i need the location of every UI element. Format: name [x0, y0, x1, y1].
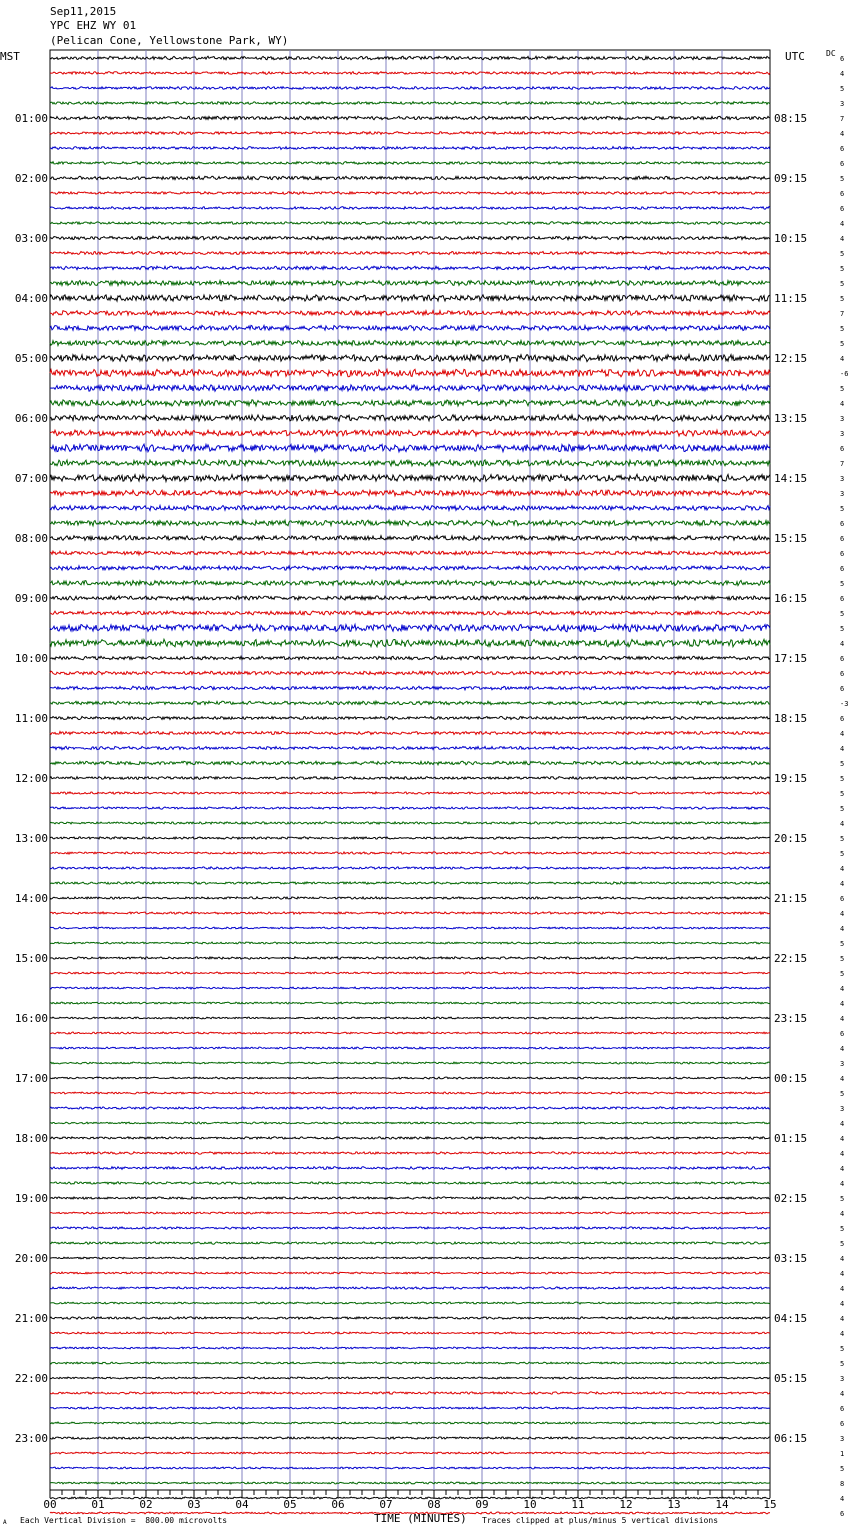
seismic-trace [50, 490, 770, 496]
dc-offset-label: 6 [840, 565, 845, 573]
dc-offset-label: 5 [840, 1345, 845, 1353]
mst-hour-label: 15:00 [14, 952, 48, 965]
seismic-trace [50, 807, 770, 809]
header-location: (Pelican Cone, Yellowstone Park, WY) [50, 34, 289, 47]
dc-offset-label: 4 [840, 985, 845, 993]
seismic-trace [50, 1467, 770, 1469]
seismic-trace [50, 580, 770, 585]
dc-offset-label: 5 [840, 760, 845, 768]
mst-hour-label: 17:00 [14, 1072, 48, 1085]
mst-hour-label: 07:00 [14, 472, 48, 485]
dc-offset-label: 4 [840, 910, 845, 918]
header-station: YPC EHZ WY 01 [50, 19, 137, 32]
clip-note: Traces clipped at plus/minus 5 vertical divisions [482, 1516, 719, 1525]
header-date: Sep11,2015 [50, 5, 117, 18]
seismic-trace [50, 87, 770, 90]
x-tick-label: 08 [427, 1498, 441, 1511]
dc-offset-label: 6 [840, 520, 845, 528]
seismic-trace [50, 551, 770, 555]
dc-offset-label: 4 [840, 880, 845, 888]
seismic-trace [50, 566, 770, 570]
dc-offset-label: 5 [840, 175, 845, 183]
seismic-trace [50, 1257, 770, 1259]
seismic-trace [50, 176, 770, 180]
utc-hour-label: 22:15 [774, 952, 808, 965]
dc-offset-label: 5 [840, 1465, 845, 1473]
dc-offset-label: 5 [840, 1360, 845, 1368]
mst-hour-label: 01:00 [14, 112, 48, 125]
dc-offset-label: 5 [840, 940, 845, 948]
utc-hour-label: 01:15 [774, 1132, 808, 1145]
dc-offset-label: 4 [840, 820, 845, 828]
seismic-trace [50, 1482, 770, 1484]
dc-offset-label: 6 [840, 550, 845, 558]
seismic-trace [50, 639, 770, 646]
dc-offset-label: 4 [840, 1255, 845, 1263]
seismic-trace [50, 355, 770, 362]
dc-offset-label: 4 [840, 355, 845, 363]
seismic-trace [50, 520, 770, 526]
utc-hour-label: 16:15 [774, 592, 808, 605]
dc-offset-label: 8 [840, 1480, 845, 1488]
dc-offset-label: 5 [840, 325, 845, 333]
dc-offset-label: 4 [840, 1120, 845, 1128]
dc-offset-label: 4 [840, 1285, 845, 1293]
dc-offset-label: 5 [840, 250, 845, 258]
x-tick-label: 04 [235, 1498, 249, 1511]
x-tick-label: 15 [763, 1498, 777, 1511]
utc-hour-label: 08:15 [774, 112, 808, 125]
mst-hour-label: 02:00 [14, 172, 48, 185]
dc-offset-label: 5 [840, 1240, 845, 1248]
seismic-trace [50, 147, 770, 150]
scale-note: Each Vertical Division = 800.00 microvolts [20, 1516, 228, 1525]
mst-hour-label: 18:00 [14, 1132, 48, 1145]
dc-offset-label: 5 [840, 610, 845, 618]
seismic-trace [50, 536, 770, 541]
dc-offset-label: 4 [840, 1045, 845, 1053]
dc-offset-label: 5 [840, 850, 845, 858]
dc-offset-label: 4 [840, 1330, 845, 1338]
dc-offset-label: 4 [840, 1210, 845, 1218]
utc-hour-label: 21:15 [774, 892, 808, 905]
x-tick-label: 14 [715, 1498, 729, 1511]
seismic-trace [50, 987, 770, 989]
x-tick-label: 03 [187, 1498, 201, 1511]
dc-offset-label: 4 [840, 1495, 845, 1503]
seismic-trace [50, 506, 770, 511]
seismic-trace [50, 444, 770, 452]
seismic-trace [50, 1422, 770, 1424]
seismic-trace [50, 1017, 770, 1019]
x-tick-label: 12 [619, 1498, 633, 1511]
seismic-trace [50, 116, 770, 120]
dc-offset-label: 6 [840, 1420, 845, 1428]
seismic-trace [50, 1167, 770, 1170]
dc-label: DC [826, 49, 836, 58]
seismic-trace [50, 1092, 770, 1094]
utc-hour-label: 12:15 [774, 352, 808, 365]
dc-offset-label: 4 [840, 1165, 845, 1173]
dc-offset-label: 5 [840, 1195, 845, 1203]
utc-hour-label: 06:15 [774, 1432, 808, 1445]
seismic-trace [50, 369, 770, 376]
dc-offset-label: 5 [840, 790, 845, 798]
seismic-trace [50, 1272, 770, 1274]
seismic-trace [50, 460, 770, 466]
x-tick-label: 02 [139, 1498, 153, 1511]
seismic-trace [50, 761, 770, 765]
dc-offset-label: 3 [840, 1105, 845, 1113]
mst-hour-label: 06:00 [14, 412, 48, 425]
mst-hour-label: 03:00 [14, 232, 48, 245]
dc-offset-label: 5 [840, 505, 845, 513]
seismic-trace [50, 430, 770, 436]
dc-offset-label: 5 [840, 835, 845, 843]
dc-offset-label: 5 [840, 265, 845, 273]
utc-hour-label: 20:15 [774, 832, 808, 845]
dc-offset-label: 6 [840, 535, 845, 543]
dc-offset-label: 4 [840, 130, 845, 138]
seismic-trace [50, 1452, 770, 1454]
dc-offset-label: 6 [840, 670, 845, 678]
dc-offset-label: 6 [840, 1510, 845, 1518]
seismic-trace [50, 1497, 770, 1499]
x-tick-label: 01 [91, 1498, 105, 1511]
seismic-trace [50, 1377, 770, 1379]
dc-offset-label: 3 [840, 100, 845, 108]
seismic-trace [50, 927, 770, 929]
seismic-trace [50, 1302, 770, 1304]
seismic-trace [50, 1392, 770, 1394]
mst-hour-label: 04:00 [14, 292, 48, 305]
seismic-trace [50, 656, 770, 660]
dc-offset-label: 4 [840, 1180, 845, 1188]
dc-offset-label: 7 [840, 115, 845, 123]
seismic-trace [50, 624, 770, 631]
utc-hour-label: 05:15 [774, 1372, 808, 1385]
seismic-trace [50, 897, 770, 899]
dc-offset-label: 5 [840, 385, 845, 393]
x-tick-label: 05 [283, 1498, 297, 1511]
seismic-trace [50, 1197, 770, 1199]
seismic-trace [50, 957, 770, 959]
dc-offset-label: 3 [840, 490, 845, 498]
dc-offset-label: 3 [840, 430, 845, 438]
dc-offset-label: 4 [840, 220, 845, 228]
seismic-trace [50, 837, 770, 839]
seismic-trace [50, 385, 770, 391]
dc-offset-label: 4 [840, 1015, 845, 1023]
dc-offset-label: -3 [840, 700, 849, 708]
dc-offset-label: 4 [840, 745, 845, 753]
seismic-trace [50, 777, 770, 780]
dc-offset-label: 5 [840, 805, 845, 813]
seismic-trace [50, 415, 770, 421]
x-tick-label: 11 [571, 1498, 585, 1511]
seismic-trace [50, 1332, 770, 1334]
dc-offset-label: 4 [840, 865, 845, 873]
seismic-trace [50, 1182, 770, 1184]
mst-hour-label: 19:00 [14, 1192, 48, 1205]
dc-offset-label: 6 [840, 55, 845, 63]
seismic-trace [50, 236, 770, 240]
utc-hour-label: 17:15 [774, 652, 808, 665]
utc-hour-label: 03:15 [774, 1252, 808, 1265]
dc-offset-label: 3 [840, 1060, 845, 1068]
mst-hour-label: 20:00 [14, 1252, 48, 1265]
dc-offset-label: 6 [840, 1030, 845, 1038]
seismic-trace [50, 611, 770, 615]
seismic-trace [50, 281, 770, 286]
left-axis-title: MST [0, 50, 20, 63]
utc-hour-label: 00:15 [774, 1072, 808, 1085]
seismic-trace [50, 1407, 770, 1409]
seismic-trace [50, 56, 770, 60]
seismic-trace [50, 882, 770, 884]
x-tick-label: 07 [379, 1498, 393, 1511]
mst-hour-label: 05:00 [14, 352, 48, 365]
mst-hour-label: 22:00 [14, 1372, 48, 1385]
dc-offset-label: 4 [840, 1150, 845, 1158]
dc-offset-label: 7 [840, 310, 845, 318]
dc-offset-label: 5 [840, 340, 845, 348]
utc-hour-label: 18:15 [774, 712, 808, 725]
seismic-trace [50, 1107, 770, 1109]
dc-offset-label: 4 [840, 640, 845, 648]
seismic-trace [50, 822, 770, 824]
mst-hour-label: 11:00 [14, 712, 48, 725]
dc-offset-label: 6 [840, 445, 845, 453]
seismic-trace [50, 912, 770, 914]
dc-offset-label: 4 [840, 400, 845, 408]
seismic-trace [50, 671, 770, 675]
x-tick-label: 06 [331, 1498, 345, 1511]
seismic-trace [50, 1122, 770, 1124]
seismic-trace [50, 596, 770, 600]
dc-offset-label: 5 [840, 955, 845, 963]
seismic-trace [50, 716, 770, 719]
dc-offset-label: 4 [840, 235, 845, 243]
x-tick-label: 10 [523, 1498, 537, 1511]
dc-offset-label: 6 [840, 190, 845, 198]
dc-offset-label: 4 [840, 70, 845, 78]
seismic-trace [50, 162, 770, 165]
seismic-trace [50, 1062, 770, 1064]
seismic-trace [50, 311, 770, 316]
dc-offset-label: 3 [840, 415, 845, 423]
dc-offset-label: 4 [840, 925, 845, 933]
mst-hour-label: 21:00 [14, 1312, 48, 1325]
seismic-trace [50, 1437, 770, 1439]
dc-offset-label: -6 [840, 370, 849, 378]
corner-mark: A [3, 1519, 7, 1526]
dc-offset-label: 6 [840, 205, 845, 213]
dc-offset-label: 4 [840, 1300, 845, 1308]
seismic-trace [50, 132, 770, 135]
dc-offset-label: 3 [840, 1375, 845, 1383]
seismic-trace [50, 207, 770, 210]
seismic-trace [50, 474, 770, 481]
mst-hour-label: 12:00 [14, 772, 48, 785]
dc-offset-label: 5 [840, 280, 845, 288]
dc-offset-label: 4 [840, 1315, 845, 1323]
seismic-trace [50, 867, 770, 869]
dc-offset-label: 6 [840, 1405, 845, 1413]
seismic-trace [50, 1362, 770, 1364]
dc-offset-label: 5 [840, 625, 845, 633]
mst-hour-label: 13:00 [14, 832, 48, 845]
seismic-trace [50, 102, 770, 105]
seismic-trace [50, 1227, 770, 1229]
dc-offset-label: 5 [840, 775, 845, 783]
mst-hour-label: 08:00 [14, 532, 48, 545]
seismic-trace [50, 1242, 770, 1244]
dc-offset-label: 4 [840, 1270, 845, 1278]
utc-hour-label: 19:15 [774, 772, 808, 785]
utc-hour-label: 09:15 [774, 172, 808, 185]
seismic-trace [50, 732, 770, 735]
utc-hour-label: 15:15 [774, 532, 808, 545]
dc-offset-label: 4 [840, 1135, 845, 1143]
dc-offset-label: 6 [840, 715, 845, 723]
dc-offset-label: 6 [840, 160, 845, 168]
dc-offset-label: 6 [840, 145, 845, 153]
seismic-trace [50, 266, 770, 270]
right-axis-title: UTC [785, 50, 805, 63]
seismic-trace [50, 1002, 770, 1004]
seismic-trace [50, 686, 770, 690]
utc-hour-label: 10:15 [774, 232, 808, 245]
dc-offset-label: 5 [840, 295, 845, 303]
dc-offset-label: 5 [840, 580, 845, 588]
seismic-trace [50, 400, 770, 406]
utc-hour-label: 23:15 [774, 1012, 808, 1025]
seismic-trace [50, 942, 770, 944]
utc-hour-label: 14:15 [774, 472, 808, 485]
mst-hour-label: 10:00 [14, 652, 48, 665]
seismic-trace [50, 72, 770, 75]
utc-hour-label: 02:15 [774, 1192, 808, 1205]
dc-offset-label: 4 [840, 1390, 845, 1398]
dc-offset-label: 6 [840, 685, 845, 693]
seismic-trace [50, 192, 770, 195]
mst-hour-label: 09:00 [14, 592, 48, 605]
dc-offset-label: 5 [840, 1090, 845, 1098]
utc-hour-label: 04:15 [774, 1312, 808, 1325]
seismic-trace [50, 1047, 770, 1049]
utc-hour-label: 13:15 [774, 412, 808, 425]
seismic-trace [50, 1137, 770, 1139]
mst-hour-label: 14:00 [14, 892, 48, 905]
seismic-trace [50, 701, 770, 705]
mst-hour-label: 16:00 [14, 1012, 48, 1025]
seismic-trace [50, 251, 770, 254]
dc-offset-label: 5 [840, 1225, 845, 1233]
x-tick-label: 09 [475, 1498, 489, 1511]
seismic-trace [50, 1152, 770, 1154]
x-tick-label: 13 [667, 1498, 681, 1511]
dc-offset-label: 6 [840, 655, 845, 663]
seismic-trace [50, 1077, 770, 1079]
seismic-trace [50, 792, 770, 794]
seismic-trace [50, 972, 770, 974]
dc-offset-label: 4 [840, 730, 845, 738]
dc-offset-label: 3 [840, 475, 845, 483]
x-tick-label: 00 [43, 1498, 57, 1511]
mst-hour-label: 23:00 [14, 1432, 48, 1445]
seismic-trace [50, 1212, 770, 1214]
utc-hour-label: 11:15 [774, 292, 808, 305]
seismic-trace [50, 340, 770, 345]
dc-offset-label: 4 [840, 1075, 845, 1083]
x-axis-label: TIME (MINUTES) [374, 1512, 467, 1525]
dc-offset-label: 6 [840, 895, 845, 903]
seismic-trace [50, 222, 770, 225]
seismic-trace [50, 1287, 770, 1289]
dc-offset-label: 3 [840, 1435, 845, 1443]
dc-offset-label: 5 [840, 970, 845, 978]
seismic-trace [50, 295, 770, 301]
dc-offset-label: 7 [840, 460, 845, 468]
seismic-trace [50, 852, 770, 854]
seismic-trace [50, 1347, 770, 1349]
seismic-trace [50, 1032, 770, 1034]
seismic-trace [50, 325, 770, 330]
dc-offset-label: 5 [840, 85, 845, 93]
dc-offset-label: 6 [840, 595, 845, 603]
dc-offset-label: 1 [840, 1450, 845, 1458]
seismic-trace [50, 1317, 770, 1319]
seismic-trace [50, 746, 770, 749]
dc-offset-label: 4 [840, 1000, 845, 1008]
